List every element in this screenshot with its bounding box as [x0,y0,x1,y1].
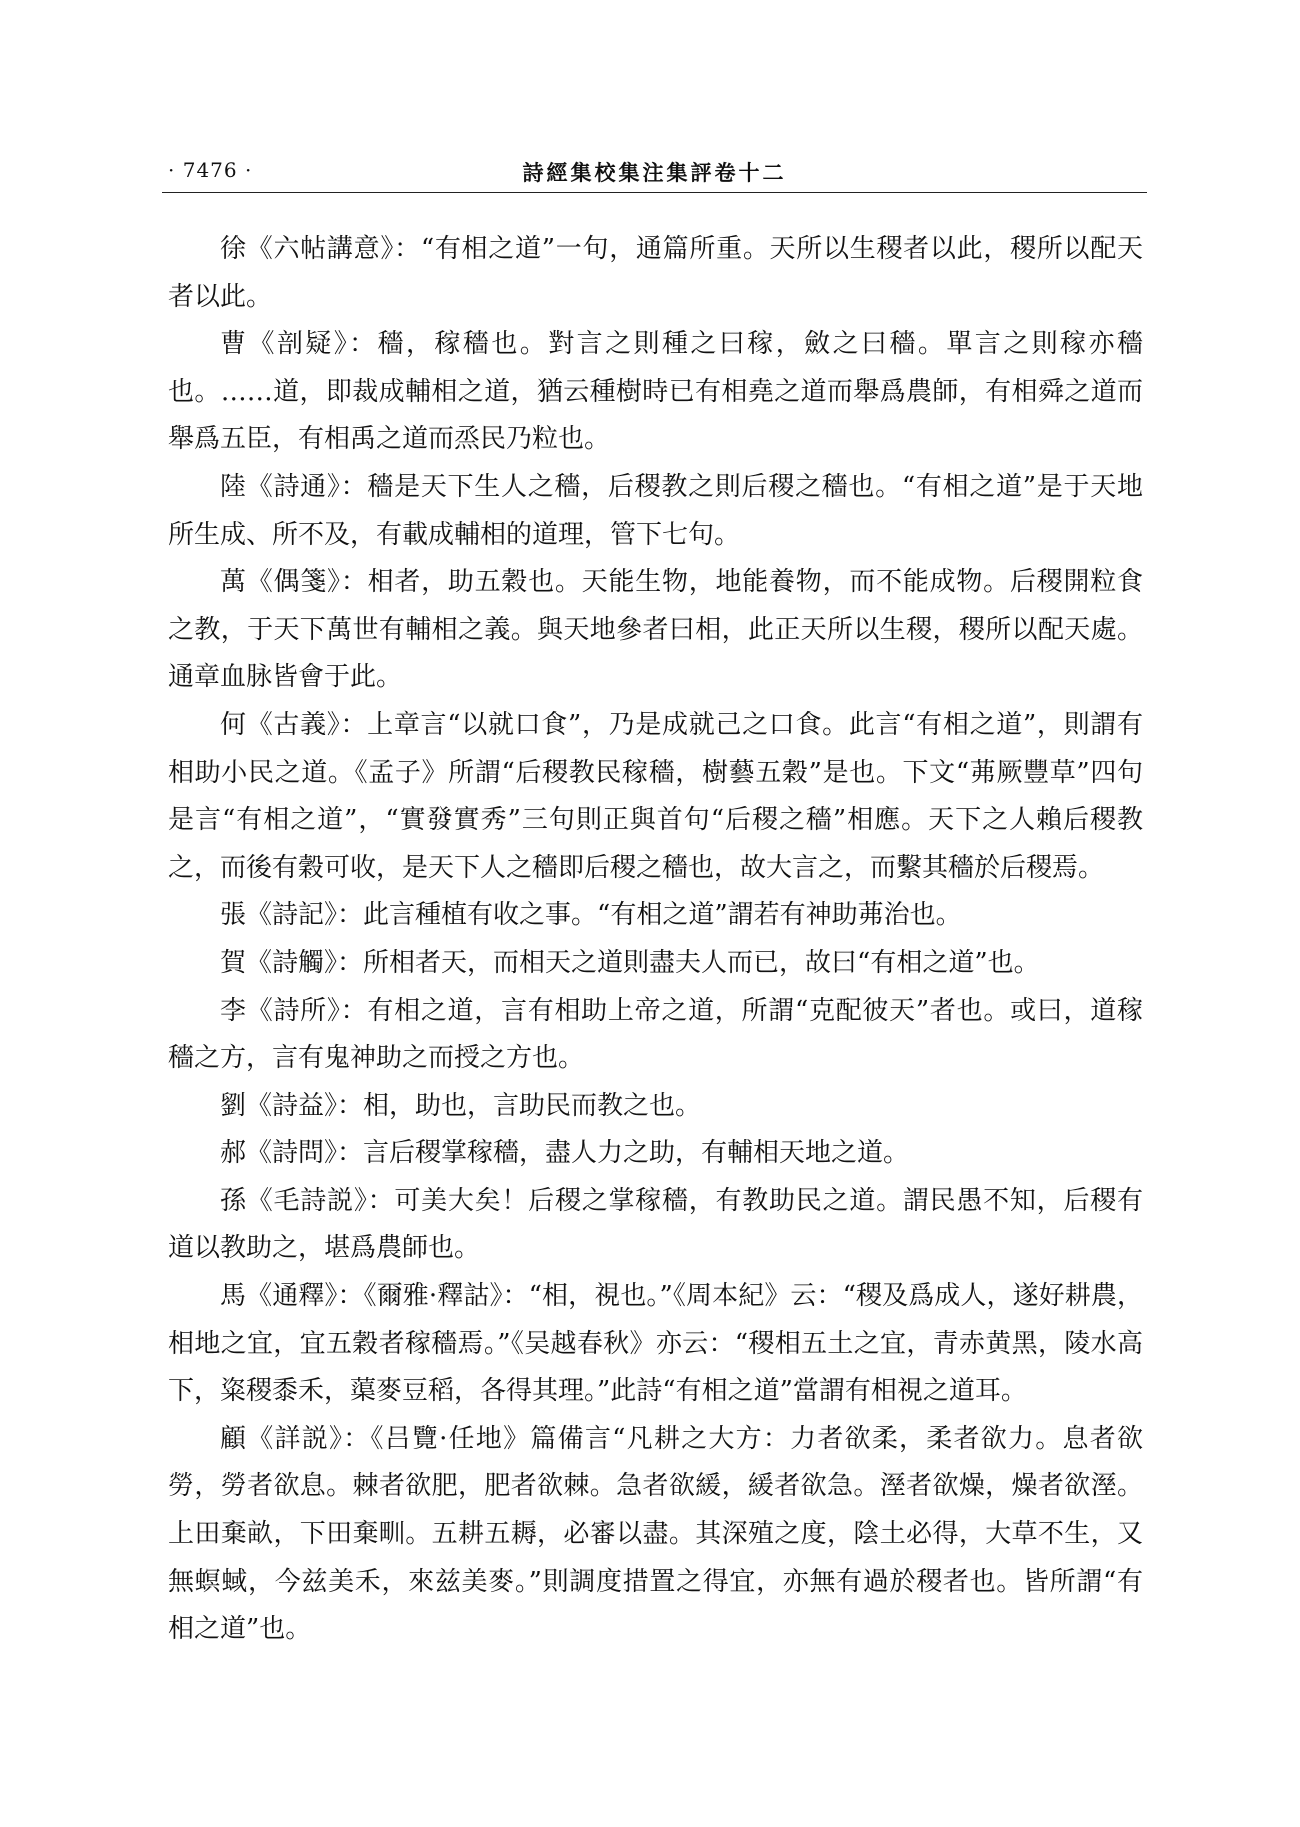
work-title: 《詩所》： [246,995,368,1026]
commentary-text: 《爾雅·釋詁》：“相，視也。”《周本紀》云：“稷及爲成人，遂好耕農，相地之宜，宜五穀者稼穡焉。”《吴越春秋》亦云：“稷相五土之宜，青赤黄黑，陵水高下，粢稷黍禾，蕖麥豆稻，各得其理。”此詩“有相之道”當謂有相視之道耳。 [168,1281,1143,1407]
work-title: 《六帖講意》： [246,234,421,264]
commentary-entry [168,988,1143,1083]
work-title: 《毛詩説》： [246,1185,395,1216]
commentary-text: 相者，助五穀也。天能生物，地能養物，而不能成物。后稷開粒食之教，于天下萬世有輔相之義。與天地參者曰相，此正天所以生稷，稷所以配天處。通章血脉皆會于此。 [168,567,1143,693]
running-title: 詩經集校集注集評卷十二 [522,160,787,185]
commentator-name: 萬 [220,567,247,598]
work-title: 《偶箋》： [246,567,368,598]
commentary-text: 此言種植有收之事。“有相之道”謂若有神助茀治也。 [363,900,962,931]
commentary-entry [168,892,1143,940]
commentary-text: 有相之道，言有相助上帝之道，所謂“克配彼天”者也。或曰，道稼穡之方，言有鬼神助之而授之方也。 [168,995,1143,1074]
commentary-text: 可美大矣！后稷之掌稼穡，有教助民之道。謂民愚不知，后稷有道以教助之，堪爲農師也。 [168,1185,1143,1264]
commentator-name: 顧 [220,1423,248,1454]
commentator-name: 何 [220,709,247,740]
work-title: 《詩益》： [246,1090,364,1121]
commentary-entry [168,226,1143,321]
work-title: 《剖疑》： [248,329,378,360]
commentary-entry [168,702,1143,892]
commentary-entry [168,1130,1143,1178]
page-number: · 7476 · [168,158,253,182]
commentary-text: 穡是天下生人之穡，后稷教之則后稷之穡也。“有相之道”是于天地所生成、所不及，有載成輔相的道理，管下七句。 [168,471,1143,550]
work-title: 《古義》： [246,709,368,740]
commentary-entry [168,1273,1143,1416]
commentator-name: 劉 [220,1090,247,1121]
commentary-entry [168,1178,1143,1273]
commentary-entry [168,321,1143,464]
work-title: 《詩觸》： [246,947,364,978]
work-title: 《詩通》： [246,471,368,502]
commentary-text: 穡，稼穡也。對言之則種之曰稼，斂之曰穡。單言之則稼亦穡也。……道，即裁成輔相之道，猶云種樹時已有相堯之道而舉爲農師，有相舜之道而舉爲五臣，有相禹之道而烝民乃粒也。 [168,329,1143,455]
commentary-text: 《吕覽·任地》篇備言“凡耕之大方：力者欲柔，柔者欲力。息者欲勞，勞者欲息。棘者欲肥，肥者欲棘。急者欲緩，緩者欲急。溼者欲燥，燥者欲溼。上田棄畝，下田棄甽。五耕五耨，必審以盡。其深殖之度，陰土必得，大草不生，又無螟蜮，今兹美禾，來兹美麥。”則調度措置之得宜，亦無有過於稷者也。皆所謂“有相之道”也。 [168,1423,1143,1645]
work-title: 《詩問》： [246,1138,364,1169]
commentator-name: 馬 [220,1281,247,1312]
commentary-text: 上章言“以就口食”，乃是成就己之口食。此言“有相之道”，則謂有相助小民之道。《孟子》所謂“后稷教民稼穡，樹藝五穀”是也。下文“茀厥豐草”四句是言“有相之道”，“實發實秀”三句則正與首句“后稷之穡”相應。天下之人賴后稷教之，而後有穀可收，是天下人之穡即后稷之穡也，故大言之，而繫其穡於后稷焉。 [168,709,1143,883]
commentary-entry [168,559,1143,702]
commentator-name: 孫 [220,1185,247,1216]
work-title: 《詳説》： [247,1423,371,1454]
work-title: 《通釋》： [246,1281,364,1312]
commentary-body [168,226,1143,1654]
commentator-name: 張 [220,900,247,931]
commentator-name: 郝 [220,1138,247,1169]
commentary-entry [168,1416,1143,1654]
page-header [162,148,1147,192]
commentary-text: “有相之道”一句，通篇所重。天所以生稷者以此，稷所以配天者以此。 [168,234,1143,312]
commentary-entry [168,940,1143,988]
work-title: 《詩記》： [246,900,364,931]
commentator-name: 陸 [220,471,247,502]
commentator-name: 賀 [220,947,247,978]
commentary-text: 相，助也，言助民而教之也。 [363,1090,702,1121]
header-rule [162,192,1147,193]
commentary-entry [168,464,1143,559]
commentator-name: 李 [220,995,247,1026]
commentary-text: 言后稷掌稼穡，盡人力之助，有輔相天地之道。 [363,1138,910,1169]
commentary-entry [168,1083,1143,1131]
commentary-text: 所相者天，而相天之道則盡夫人而已，故曰“有相之道”也。 [363,947,1040,978]
commentator-name: 曹 [220,329,249,360]
commentator-name: 徐 [220,234,247,264]
